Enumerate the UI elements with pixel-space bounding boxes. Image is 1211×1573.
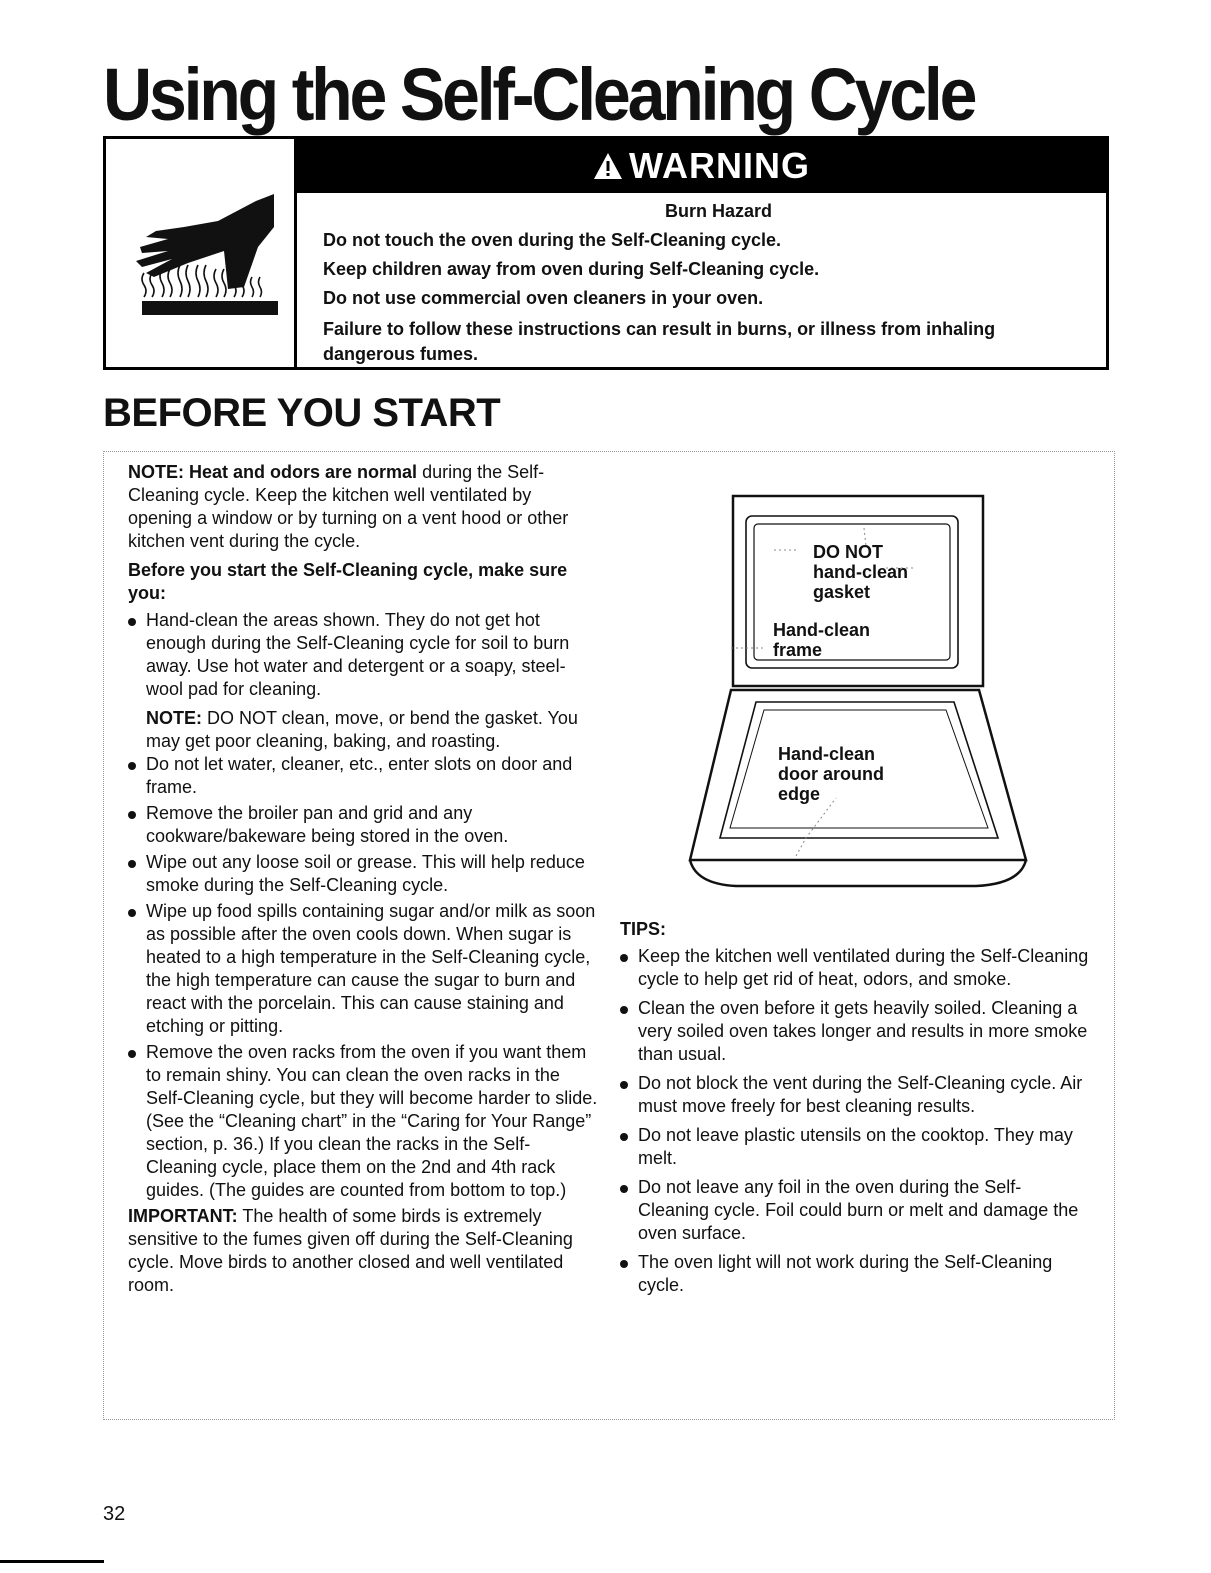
tip-item: Keep the kitchen well ventilated during the Self-Cleaning cycle to help get rid of heat, odors, and smoke. — [620, 945, 1090, 991]
tips-heading: TIPS: — [620, 919, 667, 939]
before-list-continued — [128, 753, 598, 1202]
sub-note-text: DO NOT clean, move, or bend the gasket. You may get poor cleaning, baking, and roasting. — [146, 708, 578, 751]
tip-item: Do not block the vent during the Self-Cleaning cycle. Air must move freely for best cleaning results. — [620, 1072, 1090, 1118]
frame-label — [773, 620, 870, 660]
warning-box — [103, 136, 1109, 370]
section-heading: BEFORE YOU START — [103, 391, 501, 435]
tip-item: Do not leave any foil in the oven during the Self-Cleaning cycle. Foil could burn or melt and damage the oven surface. — [620, 1176, 1090, 1245]
before-list — [128, 609, 598, 701]
warning-line: Keep children away from oven during Self-Cleaning cycle. — [323, 259, 820, 279]
warning-hazard: Burn Hazard — [664, 201, 772, 221]
list-item: Wipe out any loose soil or grease. This will help reduce smoke during the Self-Cleaning cycle. — [128, 851, 598, 897]
gasket-label-line: hand-clean — [813, 562, 909, 582]
sub-note-label: NOTE: — [146, 708, 202, 728]
sub-note — [128, 707, 598, 753]
oven-diagram — [676, 488, 1036, 898]
frame-label-line: frame — [773, 640, 823, 660]
warning-line: Do not touch the oven during the Self-Cleaning cycle. — [323, 230, 782, 250]
note-label: NOTE: Heat and odors are normal — [128, 462, 418, 482]
important-label: IMPORTANT: — [128, 1206, 238, 1226]
gasket-label-line: gasket — [813, 582, 871, 602]
important-paragraph — [128, 1205, 598, 1297]
warning-body — [323, 197, 1084, 367]
list-item: Do not let water, cleaner, etc., enter slots on door and frame. — [128, 753, 598, 799]
footer-rule — [0, 1560, 104, 1563]
left-column — [128, 461, 598, 1297]
tip-item: The oven light will not work during the Self-Cleaning cycle. — [620, 1251, 1090, 1297]
door-label — [778, 744, 884, 804]
note-text: during the Self-Cleaning cycle. Keep the kitchen well ventilated by opening a window or by turning on a vent hood or other kitchen vent during the cycle. — [128, 462, 569, 551]
warning-line: Failure to follow these instructions can result in burns, or illness from inhaling dangerous fumes. — [323, 319, 996, 364]
tip-item: Clean the oven before it gets heavily soiled. Cleaning a very soiled oven takes longer and results in more smoke than usual. — [620, 997, 1090, 1066]
important-text: The health of some birds is extremely sensitive to the fumes given off during the Self-Cleaning cycle. Move birds to another closed and well ventilated room. — [128, 1206, 573, 1295]
list-item: Hand-clean the areas shown. They do not get hot enough during the Self-Cleaning cycle for soil to burn away. Use hot water and detergent or a soapy, steel-wool pad for cleaning. — [128, 609, 598, 701]
door-label-line: edge — [778, 784, 821, 804]
list-item: Remove the oven racks from the oven if you want them to remain shiny. You can clean the oven racks in the Self-Cleaning cycle, but they will become harder to slide. (See the “Cleaning chart” in the “Caring for Your Range” section, p. 36.) If you clean the racks in the Self-Cleaning cycle, place them on the 2nd and 4th rack guides. (The guides are counted from bottom to top.) — [128, 1041, 598, 1202]
gasket-label-line: DO NOT — [813, 542, 883, 562]
warning-header — [297, 139, 1106, 193]
tip-item: Do not leave plastic utensils on the cooktop. They may melt. — [620, 1124, 1090, 1170]
tips-column — [620, 918, 1090, 1303]
door-label-line: Hand-clean — [778, 744, 876, 764]
page-number: 32 — [103, 1503, 126, 1525]
page-title: Using the Self-Cleaning Cycle — [103, 53, 975, 136]
door-label-line: door around — [778, 764, 884, 784]
note-paragraph — [128, 461, 598, 553]
list-item: Wipe up food spills containing sugar and/or milk as soon as possible after the oven cools down. When sugar is heated to a high temperature in the Self-Cleaning cycle, the high temperature can cause the sugar to burn and react with the porcelain. This can cause staining and etching or pitting. — [128, 900, 598, 1038]
warning-line: Do not use commercial oven cleaners in your oven. — [323, 288, 764, 308]
frame-label-line: Hand-clean — [773, 620, 871, 640]
gasket-label — [813, 542, 908, 602]
tips-list — [620, 945, 1090, 1297]
warning-header-text: WARNING — [629, 145, 810, 186]
warning-triangle-icon — [593, 152, 623, 180]
before-heading: Before you start the Self-Cleaning cycle, make sure you: — [128, 560, 568, 603]
hot-surface-hand-icon — [106, 139, 294, 367]
warning-icon-cell — [106, 139, 297, 367]
list-item: Remove the broiler pan and grid and any cookware/bakeware being stored in the oven. — [128, 802, 598, 848]
